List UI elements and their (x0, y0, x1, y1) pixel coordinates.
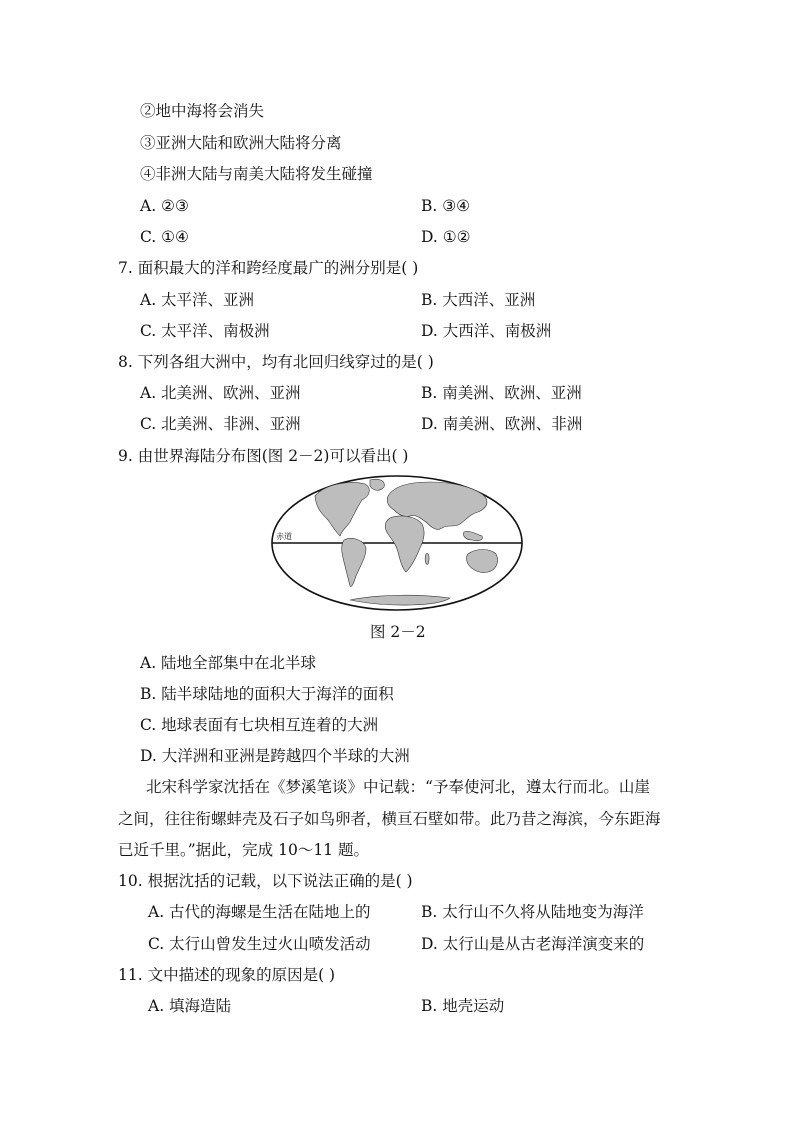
q9-stem: 9. 由世界海陆分布图(图 2－2)可以看出( ) (118, 447, 409, 465)
q10-option-c: C. 太行山曾发生过火山喷发活动 (148, 935, 371, 953)
madagascar-shape (425, 554, 429, 565)
q6-item-3: ③亚洲大陆和欧洲大陆将分离 (140, 134, 342, 152)
q8-option-a: A. 北美洲、欧洲、亚洲 (140, 384, 301, 402)
q10-option-a: A. 古代的海螺是生活在陆地上的 (148, 903, 371, 921)
q7-option-b: B. 大西洋、亚洲 (421, 291, 536, 309)
q9-option-a: A. 陆地全部集中在北半球 (140, 654, 317, 672)
q10-option-b: B. 太行山不久将从陆地变为海洋 (421, 903, 644, 921)
q6-item-2: ②地中海将会消失 (140, 102, 265, 120)
q6-option-b: B. ③④ (421, 197, 471, 215)
world-map-svg (270, 474, 524, 612)
q7-stem: 7. 面积最大的洋和跨经度最广的洲分别是( ) (118, 259, 419, 277)
q7-option-a: A. 太平洋、亚洲 (140, 291, 255, 309)
q8-option-d: D. 南美洲、欧洲、非洲 (421, 415, 583, 433)
q10-stem: 10. 根据沈括的记载，以下说法正确的是( ) (118, 872, 413, 890)
q10-option-d: D. 太行山是从古老海洋演变来的 (421, 935, 645, 953)
q9-option-c: C. 地球表面有七块相互连着的大洲 (140, 716, 379, 734)
q7-option-c: C. 太平洋、南极洲 (140, 322, 270, 340)
q6-option-d: D. ①② (421, 228, 471, 246)
q9-option-d: D. 大洋洲和亚洲是跨越四个半球的大洲 (140, 747, 410, 765)
greenland-shape (370, 479, 384, 490)
q9-option-b: B. 陆半球陆地的面积大于海洋的面积 (140, 685, 394, 703)
q11-option-b: B. 地壳运动 (421, 997, 505, 1015)
q8-stem: 8. 下列各组大洲中，均有北回归线穿过的是( ) (118, 353, 434, 371)
q11-stem: 11. 文中描述的现象的原因是( ) (118, 966, 336, 984)
passage-line-2: 之间，往往衔螺蚌壳及石子如鸟卵者，横亘石壁如带。此乃昔之海滨，今东距海 (118, 810, 661, 828)
q6-option-c: C. ①④ (140, 228, 189, 246)
world-map-figure (270, 474, 524, 612)
q6-item-4: ④非洲大陆与南美大陆将发生碰撞 (140, 165, 373, 183)
figure-caption: 图 2－2 (370, 623, 426, 641)
q11-option-a: A. 填海造陆 (148, 997, 232, 1015)
equator-label: 赤道 (276, 532, 292, 541)
q8-option-b: B. 南美洲、欧洲、亚洲 (421, 384, 582, 402)
q7-option-d: D. 大西洋、南极洲 (421, 322, 552, 340)
q8-option-c: C. 北美洲、非洲、亚洲 (140, 415, 301, 433)
passage-line-1: 北宋科学家沈括在《梦溪笔谈》中记载：“予奉使河北，遵太行而北。山崖 (146, 778, 650, 796)
q6-option-a: A. ②③ (140, 197, 189, 215)
passage-line-3: 已近千里。”据此，完成 10～11 题。 (118, 841, 369, 859)
